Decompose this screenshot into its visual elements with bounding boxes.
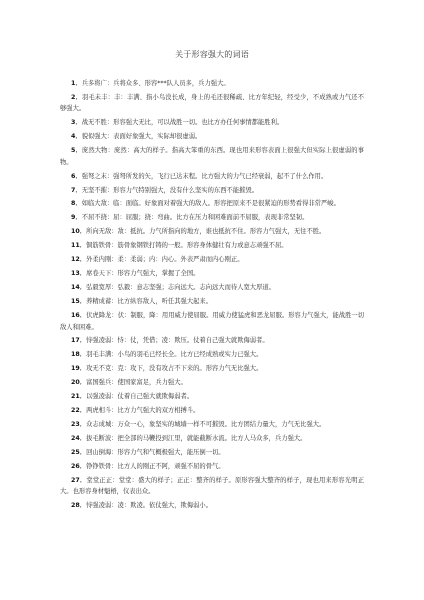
list-item: [60, 500, 364, 511]
entry-number: 19．: [71, 365, 87, 373]
entry-text: 强弩之末：强弩所发的矢，飞行已达末程。比方强大的力气已经衰弱，起不了什么作用。: [81, 172, 328, 180]
list-item: [60, 377, 364, 388]
list-item: [60, 212, 364, 223]
list-item: [60, 447, 364, 458]
entry-number: 27．: [71, 477, 87, 484]
list-item: [60, 405, 364, 416]
entry-number: 7．: [71, 186, 82, 194]
list-item: [60, 117, 364, 128]
entry-number: 22．: [71, 407, 87, 415]
entry-text: 所向无敌：敌：抵抗。力气所指向的地方，谁也抵抗不住。形容力气强大，无往不胜。: [86, 228, 326, 236]
entry-text: 庞然大物：庞然：高大的样子。指高大笨重的东西。现也用来形容表面上很强大但实际上很虚弱的事物。: [60, 147, 365, 166]
entry-text: 以强凌弱：仗着自己强大就欺侮弱者。: [86, 393, 194, 401]
entry-text: 拔毛断波：把全部的马鞭投到江里，就能截断水流。比方人马众多，兵力强大。: [86, 435, 307, 443]
list-item: [60, 349, 364, 360]
list-item: [60, 363, 364, 374]
list-item: [60, 198, 364, 209]
entry-text: 养精成蓄：比方纵容敌人，听任其强大起来。: [86, 298, 212, 306]
list-item: [60, 145, 364, 168]
entry-number: 5．: [71, 147, 82, 155]
entry-number: 24．: [71, 435, 87, 443]
entry-number: 10．: [71, 228, 87, 236]
entry-number: 13．: [71, 270, 87, 278]
entry-number: 20．: [71, 379, 87, 387]
list-item: [60, 131, 364, 142]
list-item: [60, 419, 364, 430]
list-item: [60, 433, 364, 444]
entry-number: 25．: [71, 449, 87, 457]
entry-list: [60, 78, 364, 514]
entry-number: 6．: [71, 172, 82, 180]
entry-text: 堂堂正正：堂堂：盛大的样子；正正：整齐的样子。原形容强大整齐的样子，现也用来形容光明正大。也形容身材魁梧，仪表出众。: [60, 477, 365, 496]
entry-text: 貌似强大：表面好象强大，实际却很虚弱。: [81, 133, 202, 141]
entry-text: 富国强兵：使国家富足，兵力强大。: [86, 379, 187, 387]
entry-number: 1．: [71, 80, 82, 87]
entry-text: 外柔内刚：柔：柔弱；内：内心。外表严肃而内心刚正。: [86, 256, 244, 264]
entry-text: 不屈不挠：屈：屈服；挠：弯曲。比方在压力和困难面前不屈服，表现非常坚韧。: [81, 214, 309, 222]
entry-number: 12．: [71, 256, 87, 264]
entry-text: 兵多将广：兵将众多、形容***队人员多，兵力强大。: [81, 80, 230, 87]
entry-number: 17．: [71, 337, 87, 345]
entry-text: 众志成城：万众一心，象坚实的城墙一样不可摧毁。比方团结力量大，力气无比强大。: [86, 421, 326, 429]
list-item: [60, 185, 364, 196]
entry-text: 羽毛未丰：丰：丰满、指小鸟没长成，身上的毛还很稀疏、比方年纪轻，经受少，不成熟或力气还不够强大。: [60, 93, 365, 113]
list-item: [60, 296, 364, 307]
entry-text: 席卷天下：形容力气强大，掌握了全国。: [86, 270, 200, 278]
entry-text: 战无不胜：形容强大无比，可以战胜一切。也比方办任何事情都能胜利。: [81, 119, 284, 127]
entry-number: 18．: [71, 351, 87, 359]
entry-text: 伏虎降龙：伏：制服，降：用用威力使屈服。用威力使猛虎和恶龙屈服。形容力气强大，能战胜一切敌人和困难。: [60, 312, 365, 331]
list-item: [60, 268, 364, 279]
entry-text: 恃强凌弱：凌：欺凌。依仗强大，欺侮弱小。: [86, 502, 212, 510]
list-item: [60, 254, 364, 265]
list-item: [60, 78, 364, 89]
entry-text: 铮铮铁骨：比方人的刚正不阿，顽强不屈的骨气。: [86, 463, 225, 471]
entry-number: 16．: [71, 312, 87, 320]
entry-number: 8．: [71, 200, 82, 208]
entry-text: 如临大敌：临：面临。好象面对着强大的敌人。形容把原来不是很紧迫的形势看得非常严峻。: [81, 200, 340, 208]
list-item: [60, 475, 364, 498]
entry-number: 23．: [71, 421, 87, 429]
entry-text: 回山倒海：形容力气和气概极强大，能压倒一切。: [86, 449, 225, 457]
list-item: [60, 282, 364, 293]
entry-text: 弘毅宽厚：弘毅：意志坚强；志向远大。志向远大而待人宽大厚道。: [86, 284, 275, 292]
entry-number: 26．: [71, 463, 87, 471]
entry-number: 14．: [71, 284, 87, 292]
list-item: [60, 92, 364, 115]
list-item: [60, 310, 364, 333]
list-item: [60, 335, 364, 346]
entry-number: 2．: [71, 93, 82, 101]
document-title: 关于形容强大的词语: [175, 50, 249, 59]
entry-text: 两虎相斗：比方力气强大的双方相搏斗。: [86, 407, 200, 415]
entry-number: 11．: [71, 242, 87, 250]
list-item: [60, 226, 364, 237]
entry-text: 恃强凌弱：恃：仗，凭借；凌：欺压。仗着自己强大就欺侮弱者。: [86, 337, 269, 345]
entry-number: 3．: [71, 119, 82, 127]
list-item: [60, 171, 364, 182]
entry-number: 21．: [71, 393, 87, 401]
list-item: [60, 391, 364, 402]
list-item: [60, 240, 364, 251]
entry-number: 9．: [71, 214, 82, 222]
entry-text: 铜筋铁骨：筋骨象钢铁打铸的一般。形容身体健壮有力或意志顽强不屈。: [86, 242, 288, 250]
entry-text: 羽毛丰满：小鸟的羽毛已经长全。比方已经成熟或实力已强大。: [86, 351, 263, 359]
entry-number: 28．: [71, 502, 87, 510]
entry-number: 4．: [71, 133, 82, 141]
entry-number: 15．: [71, 298, 87, 306]
entry-text: 攻无不克：克：攻下，没有攻占不下来的。形容力气无比强大。: [86, 365, 263, 373]
entry-text: 无坚不摧：形容力气特别强大，没有什么坚实的东西不能摧毁。: [81, 186, 258, 194]
list-item: [60, 461, 364, 472]
